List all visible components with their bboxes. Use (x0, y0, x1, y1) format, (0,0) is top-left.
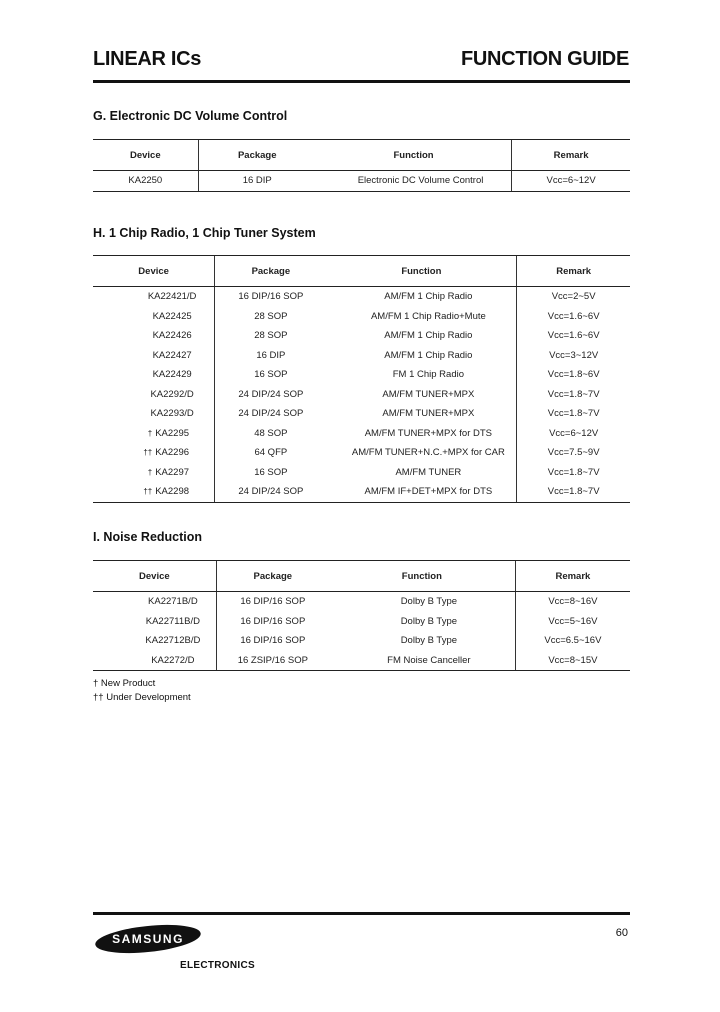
function-cell: Dolby B Type (400, 635, 458, 647)
col-function-header: Function (326, 256, 516, 287)
table-row (93, 463, 630, 483)
device-cell (93, 651, 216, 671)
device-cell (93, 171, 198, 192)
table-row (93, 443, 630, 463)
header-rule (93, 80, 630, 83)
section-i-table (93, 560, 630, 671)
col-remark-header: Remark (512, 140, 630, 171)
table-row (93, 404, 630, 424)
electronics-label: ELECTRONICS (180, 960, 255, 971)
table-header-row (93, 140, 630, 171)
device-name: KA22712B/D (145, 635, 201, 647)
table-row (93, 424, 630, 444)
device-name: KA2297 (155, 466, 190, 478)
remark-cell: Vcc=8~15V (515, 651, 630, 671)
device-name: KA2272/D (151, 654, 195, 666)
function-cell: Dolby B Type (400, 596, 458, 608)
device-name: KA2296 (155, 447, 190, 459)
col-function-header: Function (316, 140, 512, 171)
col-remark-header: Remark (517, 256, 630, 287)
device-cell (93, 631, 216, 651)
footnote-under-development: †† Under Development (93, 692, 191, 703)
package-cell: 16 DIP (215, 346, 327, 366)
package-cell: 16 ZSIP/16 SOP (216, 651, 329, 671)
table-row (93, 307, 630, 327)
table-row (93, 631, 630, 651)
remark-cell: Vcc=8~16V (515, 592, 630, 612)
package-cell: 48 SOP (215, 424, 327, 444)
remark-cell: Vcc=6~12V (512, 171, 630, 192)
status-mark: †† (143, 487, 153, 497)
package-cell: 16 SOP (215, 365, 327, 385)
header-title-right: FUNCTION GUIDE (460, 48, 629, 70)
footnotes (93, 677, 191, 705)
device-name: KA22421/D (147, 291, 197, 303)
remark-cell: Vcc=3~12V (517, 346, 630, 366)
function-cell: AM/FM IF+DET+MPX for DTS (326, 482, 516, 502)
device-cell (93, 612, 216, 632)
samsung-logo (93, 924, 203, 954)
function-cell: Electronic DC Volume Control (316, 171, 512, 192)
device-cell (93, 307, 215, 327)
device-cell (93, 592, 216, 612)
device-cell (93, 482, 215, 502)
function-cell: AM/FM TUNER+MPX (382, 388, 475, 400)
col-package-header: Package (198, 140, 316, 171)
table-header-row (93, 256, 630, 287)
section-h-table (93, 255, 630, 503)
package-cell: 28 SOP (215, 307, 327, 327)
section-h-rows (93, 287, 630, 503)
table-row (93, 612, 630, 632)
remark-cell: Vcc=5~16V (515, 612, 630, 632)
col-device-header: Device (93, 140, 198, 171)
remark-cell: Vcc=1.8~7V (517, 463, 630, 483)
section-h-title: H. 1 Chip Radio, 1 Chip Tuner System (93, 226, 316, 240)
package-cell: 28 SOP (215, 326, 327, 346)
remark-cell: Vcc=1.8~6V (517, 365, 630, 385)
package-cell: 16 DIP/16 SOP (216, 631, 329, 651)
section-g-title: G. Electronic DC Volume Control (93, 109, 288, 123)
function-cell: AM/FM TUNER+MPX for DTS (364, 427, 493, 439)
device-cell (93, 346, 215, 366)
device-name: KA2292/D (150, 388, 194, 400)
device-cell (93, 424, 215, 444)
remark-cell: Vcc=6~12V (517, 424, 630, 444)
table-row (93, 287, 630, 307)
device-name: KA2250 (128, 175, 163, 187)
table-row (93, 171, 630, 192)
device-name: KA22426 (152, 330, 192, 342)
table-row (93, 326, 630, 346)
function-cell: AM/FM 1 Chip Radio (384, 291, 473, 303)
table-row (93, 592, 630, 612)
package-cell: 16 DIP (198, 171, 316, 192)
function-cell: AM/FM 1 Chip Radio+Mute (370, 310, 486, 322)
remark-cell: Vcc=1.6~6V (517, 326, 630, 346)
package-cell: 24 DIP/24 SOP (215, 385, 327, 405)
col-function-header: Function (329, 561, 515, 592)
device-cell (93, 385, 215, 405)
col-device-header: Device (93, 256, 215, 287)
device-name: KA2295 (155, 427, 190, 439)
table-row (93, 482, 630, 502)
status-mark: †† (143, 448, 153, 458)
function-cell: AM/FM 1 Chip Radio (384, 330, 473, 342)
remark-cell: Vcc=1.8~7V (517, 385, 630, 405)
header-title-left: LINEAR ICs (93, 48, 202, 70)
remark-cell: Vcc=7.5~9V (517, 443, 630, 463)
status-mark: † (147, 467, 153, 477)
package-cell: 16 DIP/16 SOP (216, 612, 329, 632)
page-number: 60 (615, 927, 628, 939)
remark-cell: Vcc=6.5~16V (515, 631, 630, 651)
device-name: KA2298 (155, 486, 190, 498)
device-cell (93, 326, 215, 346)
package-cell: 16 DIP/16 SOP (216, 592, 329, 612)
device-name: KA22425 (152, 310, 192, 322)
remark-cell: Vcc=1.6~6V (517, 307, 630, 327)
device-name: KA22427 (152, 349, 192, 361)
device-cell (93, 365, 215, 385)
col-package-header: Package (216, 561, 329, 592)
table-row (93, 651, 630, 671)
footnote-new-product: † New Product (93, 678, 156, 689)
device-name: KA2271B/D (148, 596, 198, 608)
table-header-row (93, 561, 630, 592)
status-mark: † (147, 428, 153, 438)
samsung-logo-text: SAMSUNG (112, 932, 184, 946)
package-cell: 64 QFP (215, 443, 327, 463)
package-cell: 16 DIP/16 SOP (215, 287, 327, 307)
section-g-table (93, 139, 630, 192)
device-cell (93, 287, 215, 307)
package-cell: 24 DIP/24 SOP (215, 482, 327, 502)
device-cell (93, 463, 215, 483)
device-name: KA2293/D (150, 408, 194, 420)
col-package-header: Package (215, 256, 327, 287)
col-remark-header: Remark (515, 561, 630, 592)
section-g-rows (93, 171, 630, 192)
device-cell (93, 404, 215, 424)
function-cell: FM Noise Canceller (329, 651, 515, 671)
function-cell: AM/FM TUNER+MPX (382, 408, 475, 420)
table-row (93, 385, 630, 405)
function-cell: AM/FM TUNER+N.C.+MPX for CAR (351, 447, 505, 459)
device-name: KA22429 (152, 369, 192, 381)
col-device-header: Device (93, 561, 216, 592)
function-cell: AM/FM TUNER (395, 466, 462, 478)
function-cell: FM 1 Chip Radio (392, 369, 464, 381)
footer-rule (93, 912, 630, 915)
function-cell: Dolby B Type (400, 615, 458, 627)
section-i-rows (93, 592, 630, 671)
package-cell: 24 DIP/24 SOP (215, 404, 327, 424)
device-cell (93, 443, 215, 463)
remark-cell: Vcc=2~5V (517, 287, 630, 307)
package-cell: 16 SOP (215, 463, 327, 483)
function-cell: AM/FM 1 Chip Radio (384, 349, 473, 361)
section-i-title: I. Noise Reduction (93, 530, 203, 544)
remark-cell: Vcc=1.8~7V (517, 482, 630, 502)
device-name: KA22711B/D (145, 615, 200, 627)
table-row (93, 346, 630, 366)
table-row (93, 365, 630, 385)
remark-cell: Vcc=1.8~7V (517, 404, 630, 424)
